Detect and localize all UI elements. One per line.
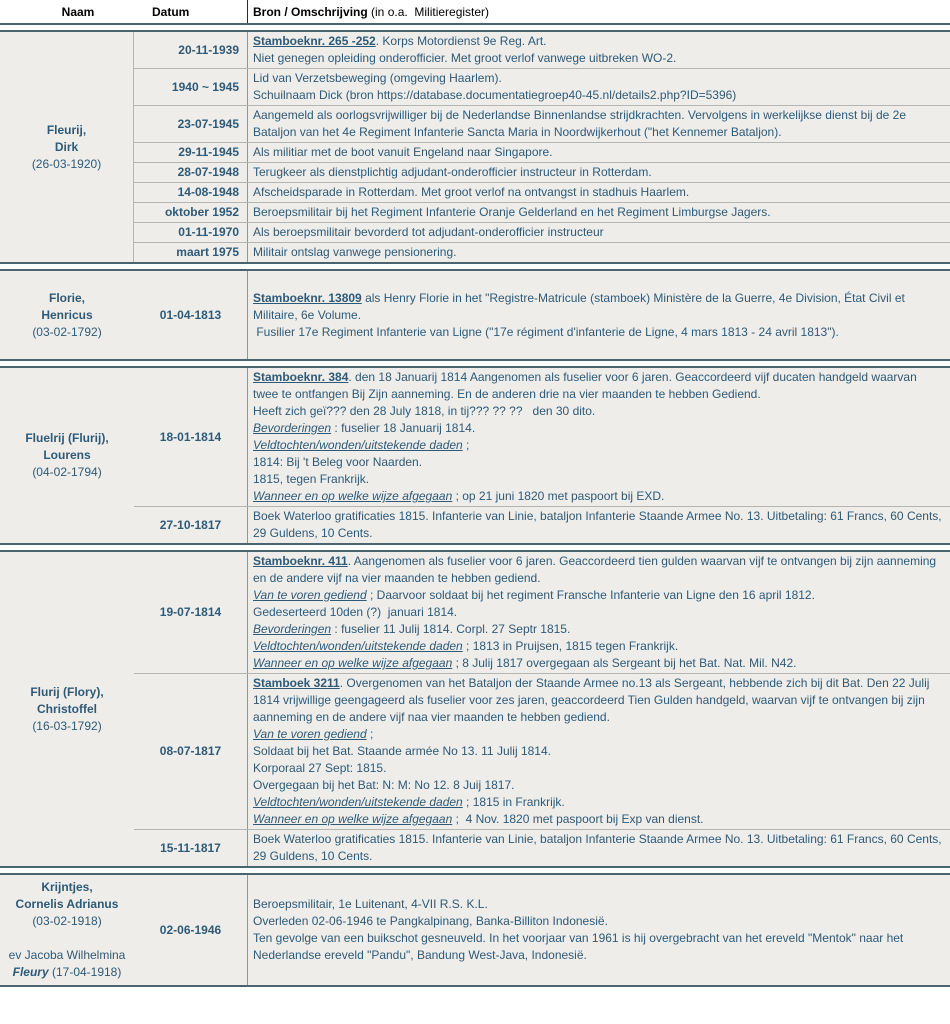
person-name-cell (0, 271, 134, 359)
text-run: Dirk (54, 139, 79, 154)
description-line (253, 655, 944, 672)
date-cell: 08-07-1817 (134, 674, 248, 829)
name-line (49, 290, 85, 307)
name-line (55, 139, 78, 156)
name-line (32, 913, 101, 930)
description-cell (248, 507, 950, 543)
name-line (32, 718, 101, 735)
person-name-cell (0, 875, 134, 985)
text-run: Van te voren gediend (253, 727, 367, 741)
date-cell: 28-07-1948 (134, 163, 248, 182)
table-row (134, 368, 950, 506)
text-run: Krijntjes, (41, 880, 93, 894)
description-cell (248, 183, 950, 202)
description-line (253, 726, 944, 743)
text-run: Bevorderingen (253, 421, 332, 435)
person-name-cell (0, 368, 134, 543)
table-row (134, 506, 950, 543)
column-header-datum: Datum (134, 0, 248, 23)
name-line (9, 947, 126, 964)
text-run: Soldaat bij het Bat. Staande armée No 13. 11 Julij 1814. (253, 744, 551, 758)
text-run: Van te voren gediend (253, 588, 367, 602)
description-line (253, 224, 944, 241)
table-row (134, 32, 950, 68)
text-run: Heeft zich geï??? den 28 July 1818, in tij??? ?? ?? den 30 dito. (253, 404, 596, 418)
text-run: Wanneer en op welke wijze afgegaan (253, 489, 453, 503)
text-run: ; 8 Julij 1817 overgegaan als Sergeant bij het Bat. Nat. Mil. N42. (452, 656, 797, 670)
text-run: Afscheidsparade in Rotterdam. Met groot verlof na ontvangst in stadhuis Haarlem. (253, 185, 690, 199)
description-line (253, 508, 944, 542)
stamboeknr-link[interactable]: Stamboeknr. 13809 (253, 290, 362, 305)
table-row (134, 105, 950, 142)
text-run: Fluelrij (Flurij), (25, 431, 109, 445)
name-line (41, 307, 92, 324)
stamboeknr-link[interactable]: Stamboeknr. 384 (253, 370, 349, 384)
date-cell: 01-11-1970 (134, 223, 248, 242)
text-run: (03-02-1918) (32, 914, 102, 928)
description-line (253, 290, 944, 324)
text-run: Lourens (43, 448, 91, 462)
date-cell: 02-06-1946 (134, 875, 248, 985)
text-run: ev Jacoba Wilhelmina (8, 948, 126, 962)
description-line (253, 638, 944, 655)
name-line (32, 156, 101, 173)
description-line (253, 437, 944, 454)
description-line (253, 244, 944, 261)
date-cell: 29-11-1945 (134, 143, 248, 162)
stamboeknr-link[interactable]: Stamboeknr. 411 (253, 554, 348, 568)
date-cell: 23-07-1945 (134, 106, 248, 142)
table-row (134, 162, 950, 182)
text-run: Niet genegen opleiding onderofficier. Met groot verlof vanwege uitbreken WO-2. (253, 51, 677, 65)
table-row (134, 673, 950, 829)
text-run: (03-02-1792) (32, 324, 102, 339)
description-cell (248, 552, 950, 673)
name-line (32, 324, 101, 341)
name-line (16, 896, 119, 913)
text-run: Aangemeld als oorlogsvrijwilliger bij de Nederlandse Binnenlandse strijdkrachten. Vervolgens in werkelijkse dienst bij de 2e Bataljon van het 4e Regiment Infanterie Sancta Maria in Noordwijkerhout ("het Kennemer Bataljon). (253, 108, 910, 139)
date-cell: 20-11-1939 (134, 32, 248, 68)
text-run: Veldtochten/wonden/uitstekende daden (253, 438, 463, 452)
text-run: als Henry Florie in het "Registre-Matricule (stamboek) Ministère de la Guerre, 4e Division, État Civil et Militaire, 6e Volume. (253, 290, 909, 322)
date-cell: 01-04-1813 (134, 271, 248, 359)
date-cell: 19-07-1814 (134, 552, 248, 673)
table-header-row (0, 0, 950, 25)
text-run: 1815, tegen Frankrijk. (253, 472, 370, 486)
table-row (134, 552, 950, 673)
date-cell: 18-01-1814 (134, 368, 248, 506)
text-run: Cornelis Adrianus (15, 897, 119, 911)
text-run: . den 18 Januarij 1814 Aangenomen als fuselier voor 6 jaren. Geaccordeerd vijf ducaten handgeld waarvan twee te ontfangen Bij Zijn aanneming. En de anderen drie na vier maanden te hebben Gediend. (253, 370, 921, 401)
text-run: ; 4 Nov. 1820 met paspoort bij Exp van dienst. (452, 812, 704, 826)
table-row (134, 222, 950, 242)
text-run: Flurij (Flory), (30, 684, 104, 699)
text-run: Overgegaan bij het Bat: N: M: No 12. 8 Juij 1817. (253, 778, 515, 792)
text-run: (26-03-1920) (31, 156, 102, 171)
text-run: ; (462, 438, 470, 452)
description-line (253, 420, 944, 437)
text-run: Boek Waterloo gratificaties 1815. Infanterie van Linie, bataljon Infanterie Staande Armee No. 13. Uitbetaling: 61 Francs, 60 Cents, 29 Guldens, 10 Cents. (253, 509, 945, 540)
description-line (253, 743, 944, 760)
description-line (253, 87, 944, 104)
table-row (134, 875, 950, 985)
text-run: Fleurij, (46, 122, 87, 137)
table-row (134, 242, 950, 262)
text-run: ; op 21 juni 1820 met paspoort bij EXD. (452, 489, 665, 503)
description-line (253, 604, 944, 621)
date-cell: 15-11-1817 (134, 830, 248, 866)
description-cell (248, 69, 950, 105)
description-line (253, 369, 944, 403)
text-run: Fusilier 17e Regiment Infanterie van Ligne ("17e régiment d'infanterie de Ligne, 4 mars 1813 - 24 avril 1813"). (253, 324, 839, 339)
description-cell (248, 368, 950, 506)
text-run: Wanneer en op welke wijze afgegaan (253, 656, 453, 670)
record-rows (134, 368, 950, 543)
description-line (253, 621, 944, 638)
description-line (253, 70, 944, 87)
text-run: Korporaal 27 Sept: 1815. (253, 761, 387, 775)
description-line (253, 913, 944, 930)
description-line (253, 930, 944, 964)
name-line (65, 930, 68, 947)
table-row (134, 182, 950, 202)
text-run: Overleden 02-06-1946 te Pangkalpinang, Banka-Billiton Indonesië. (253, 914, 608, 928)
description-cell (248, 875, 950, 985)
column-header-bron-note: (in o.a. Militieregister) (367, 5, 490, 19)
name-line (13, 964, 122, 981)
text-run: : fuselier 18 Januarij 1814. (331, 421, 476, 435)
text-run: (16-03-1792) (32, 718, 102, 733)
description-line (253, 454, 944, 471)
description-line (253, 831, 944, 865)
text-run: ; Daarvoor soldaat bij het regiment Fransche Infanterie van Ligne den 16 april 1812. (366, 588, 815, 602)
column-header-bron (248, 0, 950, 23)
description-line (253, 164, 944, 181)
description-cell (248, 32, 950, 68)
description-line (253, 777, 944, 794)
name-line (32, 464, 101, 481)
name-line (43, 447, 90, 464)
record-rows (134, 32, 950, 262)
text-run: Als militiar met de boot vanuit Engeland naar Singapore. (253, 145, 553, 159)
name-line (41, 879, 92, 896)
column-header-naam: Naam (61, 5, 95, 19)
description-line (253, 896, 944, 913)
description-line (253, 403, 944, 420)
text-run: Veldtochten/wonden/uitstekende daden (253, 795, 463, 809)
text-run: Henricus (41, 307, 93, 322)
text-run: Fleury (12, 965, 49, 979)
description-line (253, 107, 944, 141)
description-cell (248, 243, 950, 262)
text-run: Wanneer en op welke wijze afgegaan (253, 812, 453, 826)
record-rows (134, 271, 950, 359)
text-run: . Overgenomen van het Bataljon der Staande Armee no.13 als Sergeant, hebbende zich bij dit Bat. Den 22 Julij 1814 vrijwillige geengageerd als fuselier voor zes jaren, geaccordeerd Tien Gulden handgeld, waarvan vijf te ontvangen bij zijn aanneming en de andere vijf naa vier maanden te hebben gediend. (253, 676, 933, 724)
text-run: . Korps Motordienst 9e Reg. Art. (375, 34, 547, 48)
description-line (253, 760, 944, 777)
description-line (253, 794, 944, 811)
description-line (253, 471, 944, 488)
record-group (0, 30, 950, 264)
text-run: Militair ontslag vanwege pensionering. (253, 245, 457, 259)
text-run: (04-02-1794) (32, 465, 102, 479)
description-line (253, 204, 944, 221)
record-groups (0, 30, 950, 987)
description-line (253, 811, 944, 828)
text-run: Christoffel (37, 701, 97, 716)
record-group (0, 366, 950, 545)
text-run: ; 1813 in Pruijsen, 1815 tegen Frankrijk. (462, 639, 679, 653)
name-line (25, 430, 108, 447)
table-row (134, 829, 950, 866)
table-row (134, 68, 950, 105)
description-line (253, 675, 944, 726)
record-group (0, 550, 950, 868)
description-cell (248, 163, 950, 182)
text-run: : fuselier 11 Julij 1814. Corpl. 27 Septr 1815. (331, 622, 571, 636)
description-line (253, 587, 944, 604)
record-group (0, 269, 950, 361)
text-run: Als beroepsmilitair bevorderd tot adjudant-onderofficier instructeur (253, 225, 604, 239)
text-run: Veldtochten/wonden/uitstekende daden (253, 639, 463, 653)
text-run: Boek Waterloo gratificaties 1815. Infanterie van Linie, bataljon Infanterie Staande Armee No. 13. Uitbetaling: 61 Francs, 60 Cents, 29 Guldens, 10 Cents. (253, 832, 945, 863)
description-cell (248, 143, 950, 162)
date-cell: 27-10-1817 (134, 507, 248, 543)
text-run: Florie, (48, 290, 85, 305)
description-line (253, 184, 944, 201)
table-row (134, 202, 950, 222)
person-name-cell (0, 32, 134, 262)
date-cell: 1940 ~ 1945 (134, 69, 248, 105)
record-rows (134, 875, 950, 985)
description-cell (248, 674, 950, 829)
name-line (47, 122, 86, 139)
date-cell: maart 1975 (134, 243, 248, 262)
description-cell (248, 203, 950, 222)
text-run: Beroepsmilitair bij het Regiment Infanterie Oranje Gelderland en het Regiment Limburgse Jagers. (253, 205, 771, 219)
table-row (134, 142, 950, 162)
text-run: Bevorderingen (253, 622, 332, 636)
description-line (253, 553, 944, 587)
record-group (0, 873, 950, 987)
description-line (253, 324, 944, 341)
description-line (253, 33, 944, 50)
stamboeknr-link[interactable]: Stamboek 3211 (253, 676, 340, 690)
stamboeknr-link[interactable]: Stamboeknr. 265 -252 (253, 34, 376, 48)
name-line (30, 684, 103, 701)
text-run: Gedeserteerd 10den (?) januari 1814. (253, 605, 458, 619)
date-cell: oktober 1952 (134, 203, 248, 222)
person-name-cell (0, 552, 134, 866)
description-cell (248, 106, 950, 142)
text-run: (17-04-1918) (48, 965, 122, 979)
description-line (253, 144, 944, 161)
description-cell (248, 223, 950, 242)
description-cell (248, 271, 950, 359)
description-cell (248, 830, 950, 866)
text-run: ; 1815 in Frankrijk. (462, 795, 565, 809)
text-run: Lid van Verzetsbeweging (omgeving Haarlem). (253, 71, 502, 85)
table-row (134, 271, 950, 359)
description-line (253, 50, 944, 67)
record-rows (134, 552, 950, 866)
text-run: Ten gevolge van een buikschot gesneuveld. In het voorjaar van 1961 is hij overgebracht van het ereveld "Mentok" naar het Nederlandse ereveld "Pandu", Bandung West-Java, Indonesië. (253, 931, 907, 962)
text-run: Terugkeer als dienstplichtig adjudant-onderofficier instructeur in Rotterdam. (253, 165, 652, 179)
description-line (253, 488, 944, 505)
text-run: . Aangenomen als fuselier voor 6 jaren. Geaccordeerd tien gulden waarvan vijf te ontvangen bij zijn aanneming en de andere vijf na vier maanden te hebben gediend. (253, 554, 940, 585)
text-run: Beroepsmilitair, 1e Luitenant, 4-VII R.S. K.L. (253, 897, 488, 911)
text-run: Schuilnaam Dick (bron https://database.documentatiegroep40-45.nl/details2.php?ID=5396) (253, 88, 737, 102)
text-run: ; (366, 727, 374, 741)
date-cell: 14-08-1948 (134, 183, 248, 202)
name-line (37, 701, 97, 718)
column-header-bron-title: Bron / Omschrijving (253, 5, 368, 19)
text-run: 1814: Bij 't Beleg voor Naarden. (253, 455, 423, 469)
